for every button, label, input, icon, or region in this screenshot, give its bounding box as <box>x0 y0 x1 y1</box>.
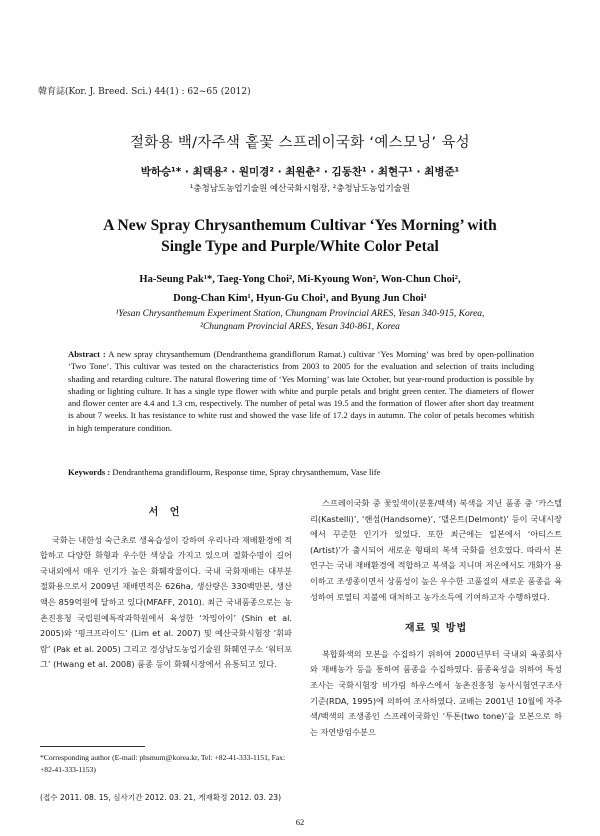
intro-heading: 서 언 <box>148 507 184 518</box>
right-paragraph-1: 스프레이국화 중 꽃잎색이(분홍/백색) 복색을 지닌 품종 중 ‘카스텔리(Kastelli)’, ‘핸섬(Handsome)’, ‘델몬트(Delmont)’ 등이 국내시장에서 꾸준한 인기가 있었다. 또한 최근에는 일본에서 ‘아티스트(Artist)’가 출시되어 새로운 형태의 복색 국화를 선호였다. 따라서 본 연구는 국내 재배환경에 적합하고 복색을 지니며 저온에서도 개화가 용이하고 조생종이면서 상품성이 높은 우수한 고품질의 새로운 품종을 육성하여 로열티 지불에 대처하고 농가소득에 기여하고자 수행하였다. <box>310 498 562 602</box>
english-affiliation <box>0 308 600 334</box>
abstract-text: A new spray chrysanthemum (Dendranthema grandiflorum Ramat.) cultivar ‘Yes Morning’ was bred by open-pollination ‘Two Tone’. This cultivar was tested on the characteristics from 2003 to 2005 for the evaluation and selection of traits including shading and retarding culture. The natural flowering time of ‘Yes Morning’ was late October, but year-round production is possible by shading or lighting culture. It has a single type flower with white and purple petals and bright green center. The diameters of flower and flower center are 4.4 and 1.3 cm, respectively. The number of petal was 19.5 and the formation of flower after short day treatment is about 7 weeks. It has resistance to white rust and showed the vase life of 17.2 days in autumn. The color of petals becomes whitish in high temperature condition. <box>68 349 534 433</box>
korean-affiliation: ¹충청남도농업기술원 예산국화시험장, ²충청남도농업기술원 <box>189 184 411 194</box>
received-dates: (접수 2011. 08. 15, 심사기간 2012. 03. 21, 게재확정 2012. 03. 23) <box>40 793 282 802</box>
corresponding-author-footnote: *Corresponding author (E-mail: phsmum@korea.kr, Tel: +82-41-333-1151, Fax: +82-41-333-1153) <box>40 753 286 774</box>
english-title <box>0 215 600 257</box>
english-authors-line-1: Ha-Seung Pak¹*, Taeg-Yong Choi², Mi-Kyoung Won², Won-Chun Choi², <box>139 274 461 285</box>
abstract <box>68 348 534 434</box>
right-paragraph-2: 복합화색의 모본을 수집하기 위하여 2000년부터 국내외 육종회사와 재배농가 등을 통하여 품종을 수집하였다. 품종육성을 위하여 특성조사는 국화시험장 비가림 하우스에서 농촌진흥청 농사시험연구조사 기준(RDA, 1995)에 의하여 조사하였다. 교배는 2001년 10월에 자주색/백색의 조생종인 스프레이국화인 ‘투톤(two tone)’을 모본으로 하는 자연방임수분으 <box>310 648 562 737</box>
english-authors-line-2: Dong-Chan Kim¹, Hyun-Gu Choi¹, and Byung Jun Choi¹ <box>173 293 427 304</box>
keywords <box>68 466 534 478</box>
abstract-label: Abstract : <box>68 349 106 359</box>
right-column <box>310 496 562 740</box>
english-title-line-2: Single Type and Purple/White Color Petal <box>161 238 439 255</box>
keywords-text: Dendranthema grandiflourm, Response time, Spray chrysanthemum, Vase life <box>110 467 381 477</box>
korean-authors: 박하승¹* · 최택용² · 원미경² · 최원춘² · 김동찬¹ · 최현구¹ · 최병준¹ <box>140 166 460 178</box>
korean-title: 절화용 백/자주색 홑꽃 스프레이국화 ‘예스모닝’ 육성 <box>130 135 470 151</box>
english-affiliation-line-1: ¹Yesan Chrysanthemum Experiment Station, Chungnam Provincial ARES, Yesan 340-915, Korea, <box>115 309 485 319</box>
intro-paragraph: 국화는 내한성 숙근초로 생육습성이 강하여 우리나라 재배환경에 적합하고 다양한 화형과 우수한 색상을 가지고 있으며 절화수명이 길어 국내외에서 매우 인기가 높은 화훼작물이다. 국내 국화재배는 대부분 절화용으로서 2009년 재배면적은 626ha, 생산량은 330백만본, 생산액은 859억원에 달하고 있다(MFAFF, 2010). 최근 국내품종으로는 농촌진흥청 국립원예특작과학원에서 육성한 ‘차밍아이’ (Shin et al. 2005)와 ‘핑크프라이드’ (Lim et al. 2007) 및 예산국화시험장 ‘휘파람’ (Pak et al. 2005) 그리고 경상남도농업기술원 화훼연구소 ‘워터포그’ (Hwang et al. 2008) 품종 등이 화훼시장에서 유통되고 있다. <box>40 534 292 670</box>
journal-citation: 韓育誌(Kor. J. Breed. Sci.) 44(1) : 62~65 (2012) <box>38 87 251 97</box>
keywords-label: Keywords : <box>68 467 111 477</box>
english-title-line-1: A New Spray Chrysanthemum Cultivar ‘Yes Morning’ with <box>103 217 497 234</box>
page-number: 62 <box>295 817 305 827</box>
english-affiliation-line-2: ²Chungnam Provincial ARES, Yesan 340-861, Korea <box>200 322 400 332</box>
left-column <box>40 505 292 673</box>
methods-heading: 재료 및 방법 <box>404 623 468 635</box>
footnote-divider <box>40 746 145 747</box>
english-authors <box>0 270 600 308</box>
